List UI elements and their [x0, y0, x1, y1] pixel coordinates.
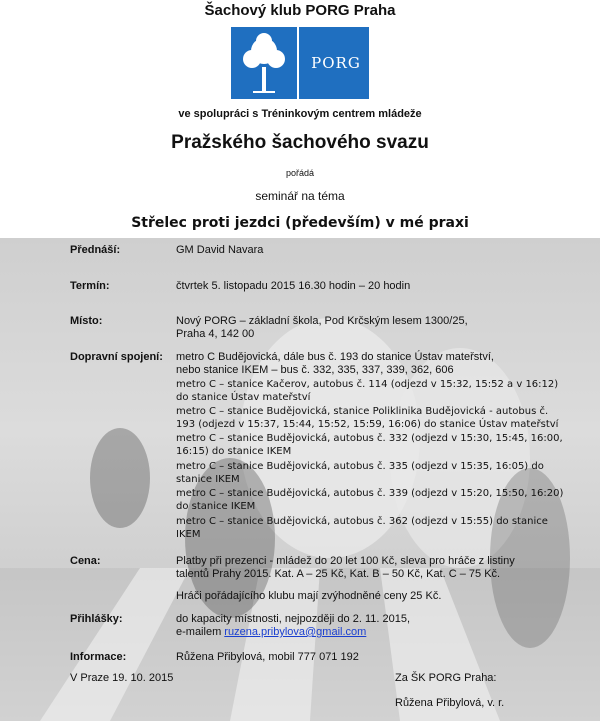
email-link[interactable]: ruzena.pribylova@gmail.com: [224, 626, 367, 638]
place-line-2: Praha 4, 142 00: [176, 328, 255, 340]
chess-background: [0, 238, 600, 721]
transport-line: metro C – stanice Kačerov, autobus č. 114 (odjezd v 15:32, 15:52 a v 16:12): [176, 379, 559, 390]
info-value: Růžena Přibylová, mobil 777 071 192: [176, 651, 359, 663]
info-label: Informace:: [70, 651, 127, 663]
registration-line-2: [176, 626, 366, 639]
lecturer-value: GM David Navara: [176, 244, 264, 256]
transport-line: metro C – stanice Budějovická, stanice Poliklinika Budějovická - autobus č.: [176, 406, 549, 417]
transport-line: metro C – stanice Budějovická, autobus č. 362 (odjezd v 15:55) do stanice: [176, 516, 548, 527]
date-label: Termín:: [70, 280, 110, 292]
transport-line: 16:15) do stanice IKEM: [176, 446, 292, 457]
logo-text: PORG: [311, 54, 361, 72]
transport-line: metro C Budějovická, dále bus č. 193 do stanice Ústav mateřství,: [176, 351, 494, 363]
price-line-1: Platby při prezenci - mládež do 20 let 100 Kč, sleva pro hráče z listiny: [176, 555, 515, 567]
seminar-line: seminář na téma: [255, 189, 345, 203]
union-title: Pražského šachového svazu: [171, 132, 429, 153]
tree-icon: [231, 27, 297, 99]
logo-divider: [297, 27, 299, 99]
transport-line: 193 (odjezd v 15:37, 15:44, 15:52, 15:59, 16:06) do stanice Ústav mateřství: [176, 419, 559, 430]
porg-logo: [231, 27, 369, 99]
price-line-2: talentů Prahy 2015. Kat. A – 25 Kč, Kat. B – 50 Kč, Kat. C – 75 Kč.: [176, 568, 501, 580]
place-label: Místo:: [70, 315, 103, 327]
lecturer-label: Přednáší:: [70, 244, 121, 256]
registration-line-1: do kapacity místnosti, nejpozději do 2. 11. 2015,: [176, 613, 410, 625]
email-prefix: e-mailem: [176, 626, 225, 638]
cooperation-line: ve spolupráci s Tréninkovým centrem mládeže: [178, 108, 422, 120]
transport-line: stanice IKEM: [176, 474, 240, 485]
price-label: Cena:: [70, 555, 101, 567]
transport-line: metro C – stanice Budějovická, autobus č. 332 (odjezd v 15:30, 15:45, 16:00,: [176, 433, 563, 444]
transport-line: nebo stanice IKEM – bus č. 332, 335, 337, 339, 362, 606: [176, 364, 454, 376]
transport-label: Dopravní spojení:: [70, 351, 163, 363]
footer-signature: Růžena Přibylová, v. r.: [395, 697, 505, 709]
seminar-topic: Střelec proti jezdci (především) v mé praxi: [131, 215, 469, 231]
transport-line: metro C – stanice Budějovická, autobus č. 335 (odjezd v 15:35, 16:05) do: [176, 461, 544, 472]
organizes-line: pořádá: [285, 168, 315, 178]
club-name: Šachový klub PORG Praha: [204, 2, 396, 19]
transport-line: do stanice Ústav mateřství: [176, 392, 311, 403]
price-line-3: Hráči pořádajícího klubu mají zvýhodněné ceny 25 Kč.: [176, 590, 442, 602]
footer-for-club: Za ŠK PORG Praha:: [395, 672, 497, 684]
footer-place-date: V Praze 19. 10. 2015: [70, 672, 174, 684]
transport-line: IKEM: [176, 529, 201, 540]
registration-label: Přihlášky:: [70, 613, 123, 625]
transport-line: metro C – stanice Budějovická, autobus č. 339 (odjezd v 15:20, 15:50, 16:20): [176, 488, 564, 499]
chess-pieces-illustration: [0, 238, 600, 721]
transport-line: do stanice IKEM: [176, 501, 256, 512]
date-value: čtvrtek 5. listopadu 2015 16.30 hodin – 20 hodin: [176, 280, 411, 292]
place-line-1: Nový PORG – základní škola, Pod Krčským lesem 1300/25,: [176, 315, 468, 327]
